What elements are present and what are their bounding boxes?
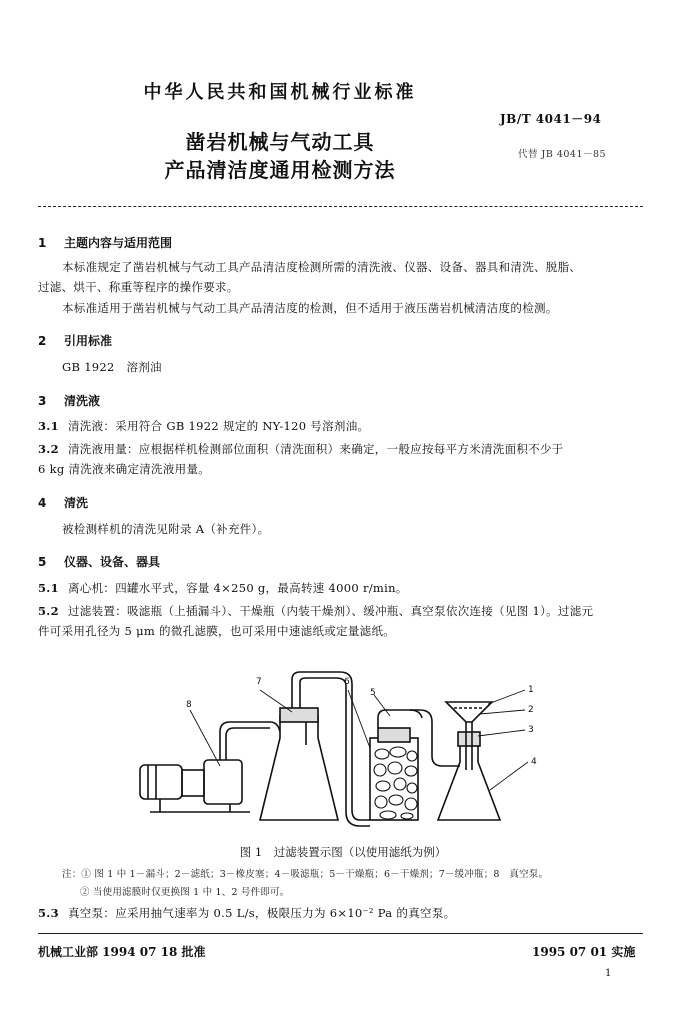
filtration-apparatus-diagram	[120, 670, 560, 840]
suction-flask	[438, 702, 500, 820]
section-number: 2	[38, 334, 47, 348]
issuing-organization: 中华人民共和国机械行业标准	[143, 82, 417, 103]
label-3: 3	[528, 725, 534, 735]
section-number: 1	[38, 236, 47, 250]
funnel	[446, 702, 492, 722]
figure-note-2: ② 当使用滤膜时仅更换图 1 中 1、2 号件即可。	[80, 887, 290, 898]
label-5: 5	[370, 688, 376, 698]
header-divider	[38, 206, 643, 207]
section-4-heading	[38, 494, 88, 511]
clause-text: 离心机：四罐水平式，容量 4×250 g，最高转速 4000 r/min。	[68, 581, 408, 595]
section-title: 清洗液	[64, 394, 101, 408]
drying-flask	[370, 710, 422, 820]
clause-5-2	[38, 602, 593, 621]
clause-number: 5.3	[38, 906, 59, 920]
figure-caption: 图 1 过滤装置示图（以使用滤纸为例）	[239, 845, 447, 859]
clause-text: 过滤装置：吸滤瓶（上插漏斗）、干燥瓶（内装干燥剂）、缓冲瓶、真空泵依次连接（见图 1）。过滤元	[68, 604, 594, 618]
clause-3-2-cont: 6 kg 清洗液来确定清洗液用量。	[38, 462, 211, 476]
page-number: 1	[605, 968, 612, 979]
section-number: 3	[38, 394, 47, 408]
label-7: 7	[256, 677, 262, 687]
section-1-para2: 本标准适用于凿岩机械与气动工具产品清洁度的检测，但不适用于液压凿岩机械清洁度的检测。	[62, 301, 558, 315]
label-6: 6	[344, 677, 350, 687]
section-title: 引用标准	[64, 334, 113, 348]
clause-5-2-cont: 件可采用孔径为 5 μm 的微孔滤膜，也可采用中速滤纸或定量滤纸。	[38, 624, 396, 638]
section-1-para1-line2: 过滤、烘干、称重等程序的操作要求。	[38, 280, 239, 294]
clause-number: 5.1	[38, 581, 59, 595]
section-4-text: 被检测样机的清洗见附录 A（补充件）。	[62, 522, 270, 536]
label-4: 4	[531, 757, 537, 767]
section-number: 5	[38, 555, 47, 569]
section-3-heading	[38, 392, 100, 409]
section-1-para1-line1: 本标准规定了凿岩机械与气动工具产品清洁度检测所需的清洗液、仪器、设备、器具和清洗、脱脂、	[62, 260, 582, 274]
clause-3-1	[38, 417, 369, 436]
section-title: 仪器、设备、器具	[64, 555, 161, 569]
section-number: 4	[38, 496, 47, 510]
clause-number: 5.2	[38, 604, 59, 618]
section-title: 清洗	[64, 496, 89, 510]
document-title-line2: 产品清洁度通用检测方法	[164, 158, 396, 182]
footer-divider	[38, 933, 643, 934]
clause-3-2	[38, 440, 564, 459]
buffer-flask	[260, 672, 370, 826]
replaces-standard: 代替 JB 4041－85	[518, 149, 607, 160]
approval-date: 机械工业部 1994 07 18 批准	[38, 945, 206, 959]
clause-text: 真空泵：应采用抽气速率为 0.5 L/s，极限压力为 6×10⁻² Pa 的真空泵。	[68, 906, 456, 920]
clause-number: 3.2	[38, 442, 59, 456]
effective-date: 1995 07 01 实施	[532, 945, 636, 959]
section-5-heading	[38, 553, 160, 570]
reference-standard: GB 1922 溶剂油	[62, 360, 162, 374]
clause-5-1	[38, 579, 408, 598]
section-1-heading	[38, 234, 172, 251]
label-1: 1	[528, 685, 534, 695]
clause-text: 清洗液用量：应根据样机检测部位面积（清洗面积）来确定，一般应按每平方米清洗面积不少于	[68, 442, 564, 456]
document-title-line1: 凿岩机械与气动工具	[185, 130, 375, 154]
section-title: 主题内容与适用范围	[64, 236, 173, 250]
standard-number: JB/T 4041－94	[500, 112, 602, 126]
vacuum-pump	[140, 760, 250, 812]
section-2-heading	[38, 332, 112, 349]
clause-5-3	[38, 904, 455, 923]
label-8: 8	[186, 700, 192, 710]
figure-note-1: 注：① 图 1 中 1－漏斗；2－滤纸；3－橡皮塞；4－吸滤瓶；5－干燥瓶；6－干燥剂；7－缓冲瓶；8 真空泵。	[62, 869, 549, 880]
clause-text: 清洗液：采用符合 GB 1922 规定的 NY-120 号溶剂油。	[68, 419, 370, 433]
label-2: 2	[528, 705, 534, 715]
clause-number: 3.1	[38, 419, 59, 433]
